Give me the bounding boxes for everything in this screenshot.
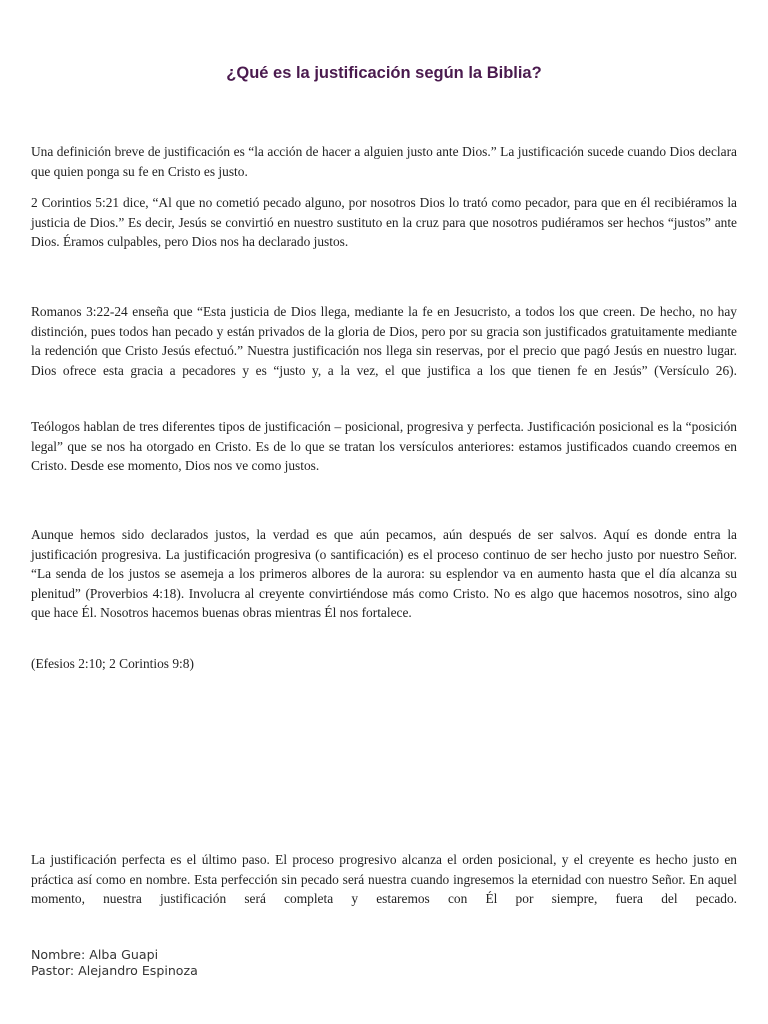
paragraph-tipos-justificacion: Teólogos hablan de tres diferentes tipos de justificación – posicional, progresiva y perfecta. Justificación posicional es la “posición legal” que se nos ha otorgado en Cristo. Es de lo que se tratan los versículos anteriores: estamos justificados cuando creemos en Cristo. Desde ese momento, Dios nos ve como justos. [31,419,737,474]
paragraph-justificacion-perfecta: La justificación perfecta es el último paso. El proceso progresivo alcanza el orden posicional, y el creyente es hecho justo en práctica así como en nombre. Esta perfección sin pecado será nuestra cuando ingresemos la eternidad con nuestro Señor. En aquel momento, nuestra justificación será completa y estaremos con Él por siempre, fuera del pecado. [31,852,737,907]
signature-name: Nombre: Alba Guapi [31,947,159,962]
paragraph-2-corintios: 2 Corintios 5:21 dice, “Al que no cometió pecado alguno, por nosotros Dios lo trató como pecador, para que en él recibiéramos la justicia de Dios.” Es decir, Jesús se convirtió en nuestro sustituto en la cruz para que nosotros pudiéramos ser hechos “justos” ante Dios. Éramos culpables, pero Dios nos ha declarado justos. [31,195,737,250]
paragraph-references: (Efesios 2:10; 2 Corintios 9:8) [31,656,194,671]
paragraph-romanos: Romanos 3:22-24 enseña que “Esta justicia de Dios llega, mediante la fe en Jesucristo, a todos los que creen. De hecho, no hay distinción, pues todos han pecado y están privados de la gloria de Dios, pero por su gracia son justificados gratuitamente mediante la redención que Cristo Jesús efectuó.” Nuestra justificación nos llega sin reservas, por el precio que pagó Jesús en nuestro lugar. Dios ofrece esta gracia a pecadores y es “justo y, a la vez, el que justifica a los que tienen fe en Jesús” (Versículo 26). [31,304,737,378]
page-title: ¿Qué es la justificación según la Biblia? [226,64,542,82]
signature-pastor: Pastor: Alejandro Espinoza [31,963,198,978]
paragraph-justificacion-progresiva: Aunque hemos sido declarados justos, la verdad es que aún pecamos, aún después de ser salvos. Aquí es donde entra la justificación progresiva. La justificación progresiva (o santificación) es el proceso continuo de ser hecho justo por nuestro Señor. “La senda de los justos se asemeja a los primeros albores de la aurora: su esplendor va en aumento hasta que el día alcanza su plenitud” (Proverbios 4:18). Involucra al creyente convirtiéndose más como Cristo. No es algo que hacemos nosotros, sino algo que hace Él. Nosotros hacemos buenas obras mientras Él nos fortalece. [31,527,737,621]
paragraph-definition: Una definición breve de justificación es “la acción de hacer a alguien justo ante Dios.” La justificación sucede cuando Dios declara que quien ponga su fe en Cristo es justo. [31,144,737,179]
